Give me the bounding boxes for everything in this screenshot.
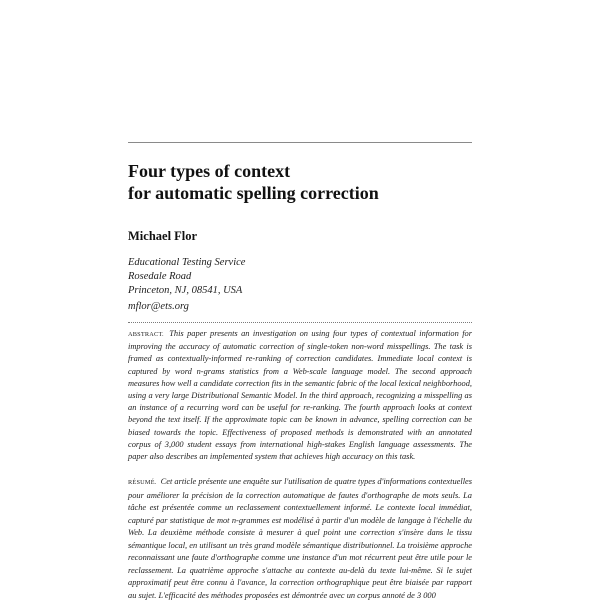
affiliation-city: Princeton, NJ, 08541, USA bbox=[128, 285, 243, 296]
affiliation-street: Rosedale Road bbox=[128, 271, 192, 282]
resume-text: Cet article présente une enquête sur l'utilisation de quatre types d'informations contextuelles pour améliorer la précision de la correction automatique de fautes d'orthographe de mots seuls. La tâche est présentée comme un reclassement contextuellement informé. Le contexte local immédiat, capturé par statistique de mot n-grammes est modélisé à partir d'un modèle de langage à l'échelle du Web. La deuxième méthode consiste à mesurer à quel point une correction s'insère dans le tissu sémantique local, en utilisant un très grand modèle sémantique distributionnel. La troisième approche reconnaissant une faute d'orthographe comme une instance d'un mot récurrent peut être utile pour le reclassement. La quatrième approche s'attache au contexte au-delà du texte lui-même. Si le sujet approximatif peut être connu à l'avance, la correction orthographique peut être biaisée par rapport au sujet. L'efficacité des méthodes proposées est démontrée avec un corpus annoté de 3 000 bbox=[128, 477, 473, 600]
abstract-text: This paper presents an investigation on using four types of contextual information for improving the accuracy of automatic correction of single-token non-word misspellings. The task is framed as contextually-informed re-ranking of correction candidates. Immediate local context is captured by word n-grams statistics from a Web-scale language model. The second approach measures how well a candidate correction fits in the semantic fabric of the local lexical neighborhood, using a very large Distributional Semantic Model. In the third approach, recognizing a misspelling as an instance of a recurring word can be useful for re-ranking. The fourth approach looks at context beyond the text itself. If the approximate topic can be known in advance, spelling correction can be biased towards the topic. Effectiveness of proposed methods is demonstrated with an annotated corpus of 3,000 student essays from international high-stakes English language assessments. The paper also describes an implemented system that achieves high accuracy on this task. bbox=[128, 329, 472, 462]
author-name: Michael Flor bbox=[128, 229, 198, 243]
resume bbox=[128, 476, 472, 602]
top-rule bbox=[128, 142, 472, 143]
title-line-1: Four types of context bbox=[128, 161, 291, 181]
paper-title bbox=[128, 160, 472, 204]
author-email: mflor@ets.org bbox=[128, 301, 189, 312]
resume-label: RÉSUMÉ. bbox=[128, 479, 157, 486]
abstract bbox=[128, 328, 472, 463]
abstract-label: ABSTRACT. bbox=[128, 331, 164, 338]
author-affiliation bbox=[128, 256, 468, 314]
section-divider bbox=[128, 322, 472, 323]
title-line-2: for automatic spelling correction bbox=[128, 183, 379, 203]
affiliation-organization: Educational Testing Service bbox=[128, 257, 246, 268]
